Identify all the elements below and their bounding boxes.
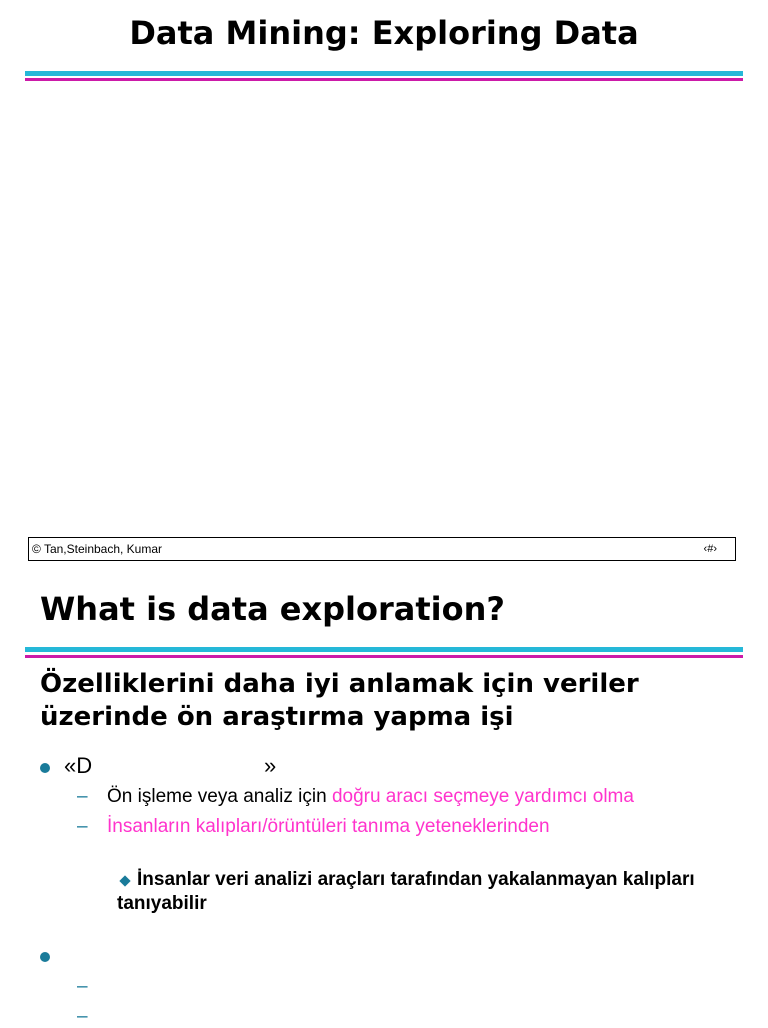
bullet1-open: «D xyxy=(64,753,93,778)
bullet-dot-icon xyxy=(40,763,50,773)
slide1-cyan-bar xyxy=(25,71,743,76)
third-level-bullet: İnsanlar veri analizi araçları tarafından yakalanmayan kalıpları tanıyabilir xyxy=(117,869,695,914)
sub-bullet-1-plain: Ön işleme veya analiz için xyxy=(107,786,332,807)
footer-copyright: © Tan,Steinbach, Kumar xyxy=(32,542,163,556)
slide2-magenta-bar xyxy=(25,655,743,658)
bullet1-close: » xyxy=(264,753,277,778)
dash-icon: – xyxy=(77,1006,88,1027)
sub-bullet-1 xyxy=(107,786,634,808)
slide2-title: What is data exploration? xyxy=(40,590,505,628)
slide2-subtitle: Özelliklerini daha iyi anlamak için veriler üzerinde ön araştırma yapma işi xyxy=(40,669,639,732)
dash-icon: – xyxy=(77,786,88,807)
slide1-title: Data Mining: Exploring Data xyxy=(129,14,639,52)
slide1-footer xyxy=(28,537,736,561)
slide2-cyan-bar xyxy=(25,647,743,652)
dash-icon: – xyxy=(77,816,88,837)
sub-bullet-2: İnsanların kalıpları/örüntüleri tanıma yeteneklerinden xyxy=(107,816,550,837)
footer-page-number: ‹#› xyxy=(703,543,717,555)
bullet-dot-icon xyxy=(40,952,50,962)
dash-icon: – xyxy=(77,976,88,997)
slide1-magenta-bar xyxy=(25,78,743,81)
sub-bullet-1-highlight: doğru aracı seçmeye yardımcı olma xyxy=(331,786,634,807)
